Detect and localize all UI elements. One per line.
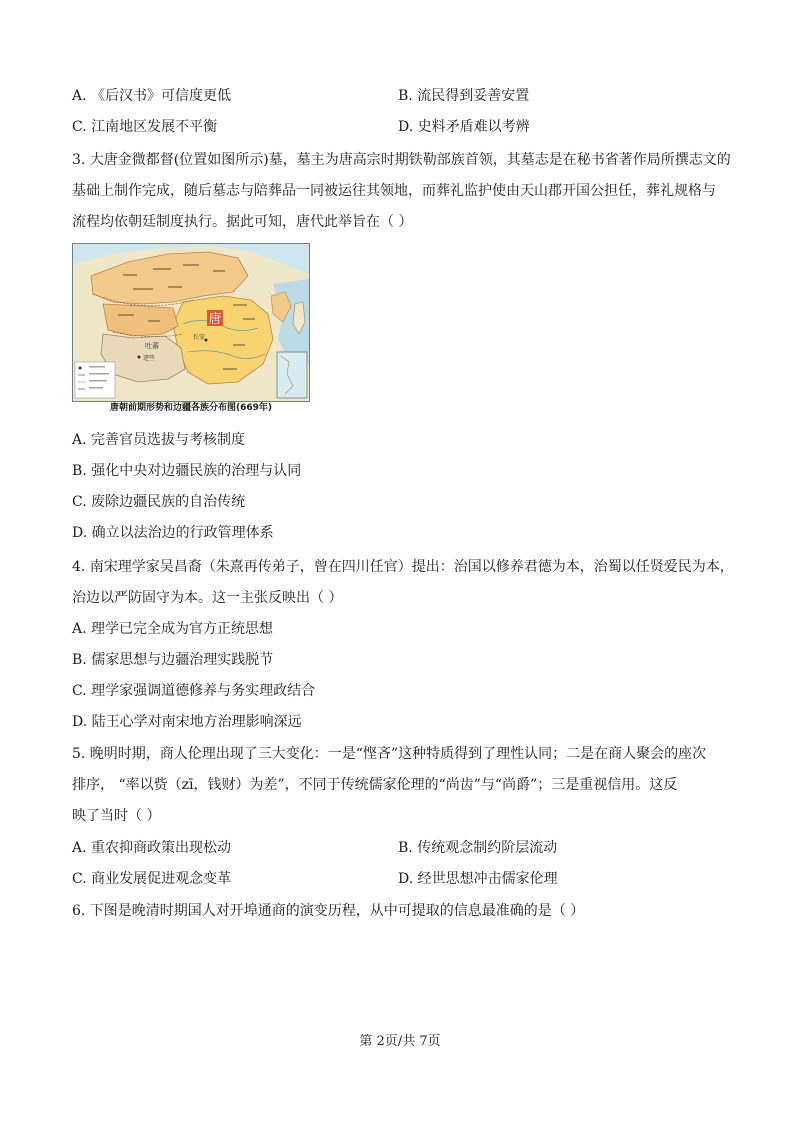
q2-option-a: A. 《后汉书》可信度更低 bbox=[72, 88, 232, 104]
q3-stem-line-3: 流程均依朝廷制度执行。据此可知，唐代此举旨在（ ） bbox=[72, 214, 413, 230]
q3-option-a: A. 完善官员选拔与考核制度 bbox=[72, 432, 246, 448]
q5-option-a: A. 重农抑商政策出现松动 bbox=[72, 840, 232, 856]
q2-option-d: D. 史料矛盾难以考辨 bbox=[398, 119, 530, 135]
map-caption: 唐朝前期形势和边疆各族分布图(669年) bbox=[109, 403, 272, 413]
q5-option-d: D. 经世思想冲击儒家伦理 bbox=[398, 871, 558, 887]
q2-option-c: C. 江南地区发展不平衡 bbox=[72, 119, 218, 135]
q5-option-c: C. 商业发展促进观念变革 bbox=[72, 871, 232, 887]
q4-stem-line-1: 4. 南宋理学家吴昌裔（朱熹再传弟子，曾在四川任官）提出：治国以修养君德为本，治蜀以任贤爱民为本， bbox=[72, 559, 734, 575]
q3-stem-line-1: 3. 大唐金微都督(位置如图所示)墓，墓主为唐高宗时期铁勒部族首领，其墓志是在秘书省著作局所撰志文的 bbox=[72, 152, 731, 168]
q6-stem-line-1: 6. 下图是晚清时期国人对开埠通商的演变历程，从中可提取的信息最准确的是（ ） bbox=[72, 903, 585, 919]
map-label-changan: 长安 bbox=[193, 334, 206, 341]
q5-stem-line-3: 映了当时（ ） bbox=[72, 808, 161, 824]
tang-map-image bbox=[73, 244, 309, 401]
q5-stem-line-1: 5. 晚明时期，商人伦理出现了三大变化：一是“悭吝”这种特质得到了理性认同；二是在商人聚会的座次 bbox=[72, 746, 707, 762]
q4-option-a: A. 理学已完全成为官方正统思想 bbox=[72, 621, 274, 637]
map-label-tang: 唐 bbox=[208, 312, 222, 327]
q4-option-c: C. 理学家强调道德修养与务实理政结合 bbox=[72, 683, 316, 699]
q5-stem-line-2: 排序， “率以赀（zī，钱财）为差”，不同于传统儒家伦理的“尚齿”与“尚爵”；三是重视信用。这反 bbox=[72, 777, 678, 793]
q3-option-b: B. 强化中央对边疆民族的治理与认同 bbox=[72, 463, 302, 479]
q3-stem-line-2: 基础上制作完成，随后墓志与陪葬品一同被运往其领地，而葬礼监护使由天山郡开国公担任，葬礼规格与 bbox=[72, 183, 716, 199]
q3-option-d: D. 确立以法治边的行政管理体系 bbox=[72, 525, 274, 541]
q4-option-b: B. 儒家思想与边疆治理实践脱节 bbox=[72, 652, 274, 668]
tang-map-figure bbox=[72, 243, 310, 402]
q4-stem-line-2: 治边以严防固守为本。这一主张反映出（ ） bbox=[72, 590, 343, 606]
q3-option-c: C. 废除边疆民族的自治传统 bbox=[72, 494, 246, 510]
map-label-tubo: 吐蕃 bbox=[145, 342, 159, 350]
q4-option-d: D. 陆王心学对南宋地方治理影响深远 bbox=[72, 714, 302, 730]
q2-option-b: B. 流民得到妥善安置 bbox=[398, 88, 530, 104]
page-footer: 第 2页/共 7页 bbox=[359, 1034, 441, 1049]
map-label-luoxie: 逻些 bbox=[143, 355, 156, 362]
q5-option-b: B. 传统观念制约阶层流动 bbox=[398, 840, 558, 856]
